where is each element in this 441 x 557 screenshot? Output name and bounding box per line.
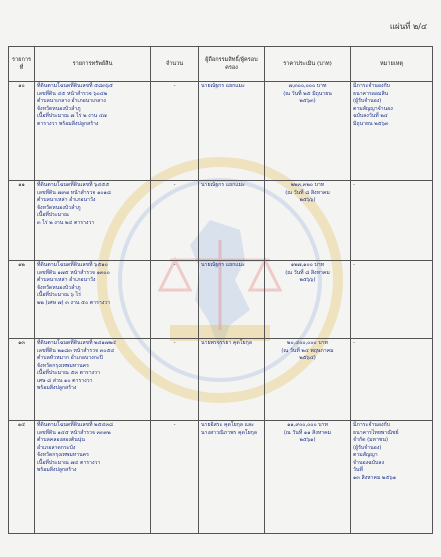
cell-asset-line: ตำบลนาเหล่า อำเภอนาวัง: [37, 277, 96, 284]
cell-note: [351, 181, 433, 261]
table-row: [9, 82, 433, 181]
cell-price: [265, 261, 351, 339]
cell-price-line: ๒๕๖๓): [299, 98, 316, 105]
cell-asset-line: อำเภอลาดกระบัง: [37, 444, 76, 451]
cell-no: ๑๑: [9, 181, 35, 261]
cell-note-line: (ผู้รับจำนอง): [353, 98, 382, 105]
cell-price-line: (ณ วันที่ ๘ สิงหาคม: [285, 269, 330, 276]
cell-owner: นายอิสระ คุดโยกุล และ นางสาวณิภาพร คุดโยกุล: [199, 421, 265, 534]
cell-asset-line: ที่ดินตามโฉนดที่ดินเลขที่ ๖๔๕๕: [37, 182, 110, 188]
cell-asset-line: ตำบลหัวหมาก อำเภอบางกะปิ: [37, 355, 103, 362]
header-no: รายการที่: [9, 47, 35, 82]
cell-note-line: ธนาคารออมสิน: [353, 90, 389, 97]
cell-note-line: มีภาระจำนองกับ: [353, 83, 390, 89]
cell-no: ๑๐: [9, 82, 35, 181]
cell-asset-line: เนื้อที่ประมาณ ๕๓ ตารางวา: [37, 370, 100, 377]
cell-asset-line: เลขที่ดิน ๗๙๗ หน้าสำรวจ ๑๐๑๘: [37, 189, 111, 196]
cell-asset-line: จังหวัดหนองบัวลำภู: [37, 204, 81, 211]
cell-asset-line: ๓ ไร่ ๒ งาน ๒๔ ตารางวา: [37, 219, 95, 226]
cell-asset: [35, 82, 151, 181]
cell-asset-line: ที่ดินตามโฉนดที่ดินเลขที่ ๕๘๓๖๕: [37, 83, 113, 89]
cell-note: [351, 339, 433, 421]
cell-price-line: ๗,๓๐๐,๐๐๐ บาท: [288, 83, 327, 89]
table-row: [9, 421, 433, 534]
cell-asset-line: เลขที่ดิน ๒๑๘๓ หน้าสำรวจ ๓๐๕๔: [37, 347, 115, 354]
cell-price-line: ๒๒๓,๓๒๐ บาท: [290, 182, 325, 188]
cell-price-line: ๒๕๖๑): [299, 437, 316, 444]
cell-price-line: (ณ วันที่ ๘ สิงหาคม: [285, 189, 330, 196]
cell-asset-line: เนื้อที่ประมาณ: [37, 212, 69, 219]
cell-asset-line: เลขที่ดิน ๔๕ หน้าสำรวจ ๖๐๔๒: [37, 90, 108, 97]
cell-note-line: -: [353, 262, 355, 268]
cell-note: [351, 82, 433, 181]
asset-table: [8, 46, 433, 534]
cell-asset-line: จังหวัดหนองบัวลำภู: [37, 284, 81, 291]
header-quantity: จำนวน: [151, 47, 199, 82]
header-asset: รายการทรัพย์สิน: [35, 47, 151, 82]
cell-asset-line: ตำบลนาเกลาง อำเภอนาเกลาง: [37, 98, 106, 105]
cell-quantity: -: [151, 181, 199, 261]
cell-note-line: จำกัด (มหาชน): [353, 437, 388, 444]
cell-owner: นายณัฐกร แยกแมะ: [199, 82, 265, 181]
cell-asset-line: จังหวัดกรุงเทพมหานคร: [37, 362, 89, 369]
cell-note-line: -: [353, 182, 355, 188]
cell-note-line: มิถุนายน ๒๕๖๓: [353, 120, 389, 127]
table-row: [9, 261, 433, 339]
cell-price: [265, 421, 351, 534]
cell-asset-line: ตารางวา พร้อมสิ่งปลูกสร้าง: [37, 120, 99, 127]
cell-asset-line: เลขที่ดิน ๑๗๕ หน้าสำรวจ ๑๓๐๐: [37, 269, 110, 276]
page-number: แผ่นที่ ๒/๔: [389, 22, 427, 31]
cell-note: [351, 421, 433, 534]
cell-note-line: ตามสัญญาจำนอง: [353, 105, 393, 112]
cell-note-line: วันที่: [353, 467, 363, 474]
cell-no: ๑๔: [9, 421, 35, 534]
cell-quantity: -: [151, 82, 199, 181]
cell-asset: [35, 421, 151, 534]
cell-owner: นายณัฐกร แยกแมะ: [199, 261, 265, 339]
cell-price-line: ๑๑,๙๐๐,๐๐๐ บาท: [287, 422, 328, 428]
cell-asset-line: ตำบลคลองสองต้นนุ่น: [37, 437, 85, 444]
cell-note-line: ฉบับลงวันที่ ๒๔: [353, 113, 388, 120]
cell-price-line: ๒๕๖๖): [299, 277, 316, 284]
cell-note-line: ๑๓ สิงหาคม ๒๕๖๑: [353, 474, 396, 481]
table-row: [9, 181, 433, 261]
cell-asset-line: เนื้อที่ประมาณ ๗๔ ตารางวา: [37, 459, 101, 466]
cell-price: [265, 82, 351, 181]
cell-note-line: ตามสัญญา: [353, 452, 378, 459]
cell-price-line: ๑๒๗,๑๐๐ บาท: [290, 262, 325, 268]
cell-price-line: (ณ วันที่ ๒๔ พฤษภาคม: [281, 347, 334, 354]
cell-asset-line: ๒๒ (เศษ ๗) ๓ งาน ๕๐ ตารางวา: [37, 299, 111, 306]
table-row: [9, 339, 433, 421]
cell-price: [265, 339, 351, 421]
cell-asset-line: ที่ดินตามโฉนดที่ดินเลขที่ ๒๔๑๗๒๔: [37, 340, 117, 346]
cell-price-line: (ณ วันที่ ๒๕ มิถุนายน: [283, 90, 332, 97]
header-price: ราคาประเมิน (บาท): [265, 47, 351, 82]
cell-asset-line: ตำบลนาเหล่า อำเภอนาวัง: [37, 197, 96, 204]
cell-note-line: -: [353, 340, 355, 346]
cell-quantity: -: [151, 261, 199, 339]
cell-asset-line: ที่ดินตามโฉนดที่ดินเลขที่ ๖๕๑๐: [37, 262, 108, 268]
cell-note: [351, 261, 433, 339]
cell-asset-line: จังหวัดกรุงเทพมหานคร: [37, 452, 89, 459]
table-header-row: [9, 47, 433, 82]
cell-asset-line: พร้อมสิ่งปลูกสร้าง: [37, 385, 77, 392]
cell-asset: [35, 261, 151, 339]
cell-price: [265, 181, 351, 261]
header-owner: ผู้ถือกรรมสิทธิ์/ผู้ครอบครอง: [199, 47, 265, 82]
cell-note-line: (ผู้รับจำนอง): [353, 444, 382, 451]
cell-asset: [35, 339, 151, 421]
cell-asset-line: จังหวัดหนองบัวลำภู: [37, 105, 81, 112]
cell-quantity: -: [151, 421, 199, 534]
cell-asset-line: พร้อมสิ่งปลูกสร้าง: [37, 467, 77, 474]
cell-quantity: -: [151, 339, 199, 421]
cell-price-line: ๒๐,๔๐๐,๐๐๐ บาท: [287, 340, 328, 346]
cell-no: ๑๓: [9, 339, 35, 421]
cell-note-line: จำนองฉบับลง: [353, 459, 384, 466]
cell-note-line: มีภาระจำนองกับ: [353, 422, 390, 428]
cell-price-line: (ณ วันที่ ๑๑ สิงหาคม: [283, 429, 332, 436]
cell-owner: นายพรจรรยา คุดโยกุล: [199, 339, 265, 421]
cell-no: ๑๒: [9, 261, 35, 339]
cell-price-line: ๒๕๖๖): [299, 197, 316, 204]
cell-asset-line: ที่ดินตามโฉนดที่ดินเลขที่ ๒๕๔๓๘: [37, 422, 113, 428]
cell-asset-line: เลขที่ดิน ๑๔๕ หน้าสำรวจ ๓๓๓๒: [37, 429, 111, 436]
header-note: หมายเหตุ: [351, 47, 433, 82]
cell-note-line: ธนาคารไทยพาณิชย์: [353, 429, 399, 436]
cell-asset-line: เนื้อที่ประมาณ ๖ ไร่: [37, 292, 81, 299]
cell-asset-line: เศษ ๘ ส่วน ๑๐ ตารางวา: [37, 377, 93, 384]
cell-asset-line: เนื้อที่ประมาณ ๗ ไร่ ๒ งาน ๔๗: [37, 113, 107, 120]
cell-owner: นายณัฐกร แยกแมะ: [199, 181, 265, 261]
cell-price-line: ๒๕๖๔): [299, 355, 316, 362]
cell-asset: [35, 181, 151, 261]
